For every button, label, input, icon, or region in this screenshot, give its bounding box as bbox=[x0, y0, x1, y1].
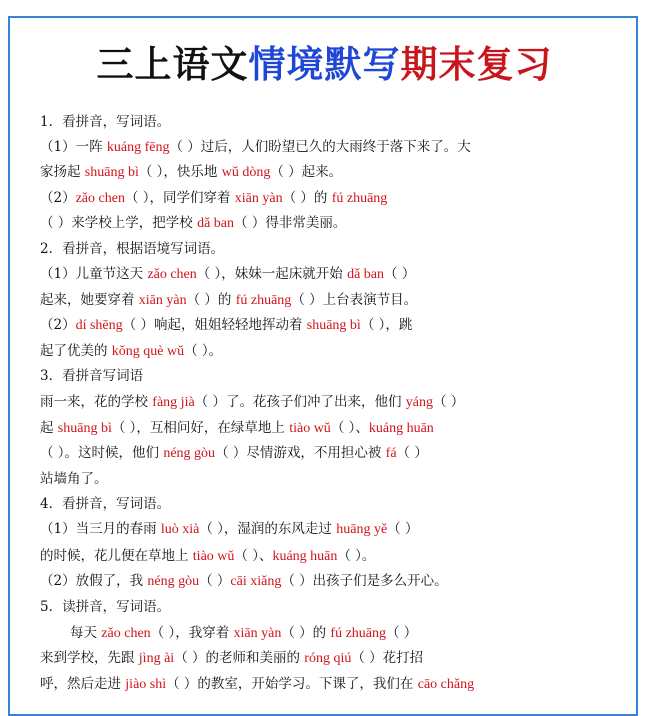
exercise-line-21 bbox=[40, 623, 649, 644]
pinyin-prompt: fàng jià bbox=[152, 395, 195, 410]
line-text: （2） bbox=[40, 190, 76, 206]
pinyin-prompt: xiān yàn bbox=[234, 191, 283, 206]
line-text: （ ）的 bbox=[282, 190, 332, 206]
exercise-line-20 bbox=[40, 597, 620, 617]
pinyin-prompt: shuāng bì bbox=[57, 421, 112, 436]
exercise-line-3 bbox=[40, 162, 620, 183]
line-text: （ ） bbox=[386, 625, 418, 641]
exercise-line-5 bbox=[40, 213, 620, 234]
line-text: （ ）。这时候，他们 bbox=[40, 445, 164, 461]
line-text: 起 bbox=[40, 420, 58, 436]
line-text: 的时候，花儿便在草地上 bbox=[40, 548, 193, 564]
exercise-line-10 bbox=[40, 341, 620, 362]
line-text: 起来，她要穿着 bbox=[40, 292, 139, 308]
line-text: （1）当三月的春雨 bbox=[40, 521, 161, 537]
line-text: （2）放假了，我 bbox=[40, 573, 148, 589]
line-text: 呼，然后走进 bbox=[40, 676, 126, 692]
line-text: （ ）来学校上学，把学校 bbox=[40, 215, 198, 231]
pinyin-prompt: xiān yàn bbox=[138, 293, 187, 308]
line-text: 2．看拼音，根据语境写词语。 bbox=[40, 241, 225, 257]
pinyin-prompt: huāng yě bbox=[336, 522, 388, 537]
pinyin-prompt: fá bbox=[385, 446, 397, 461]
exercise-line-17 bbox=[40, 519, 620, 540]
pinyin-prompt: cāi xiǎng bbox=[230, 574, 282, 589]
pinyin-prompt: kuáng huān bbox=[368, 421, 434, 436]
line-text: （1）儿童节这天 bbox=[40, 266, 148, 282]
pinyin-prompt: luò xià bbox=[160, 522, 200, 537]
pinyin-prompt: wǔ dòng bbox=[221, 165, 271, 180]
line-text: （1）一阵 bbox=[40, 139, 107, 155]
line-text: （ ）的老师和美丽的 bbox=[174, 650, 305, 666]
line-text: （ ） bbox=[432, 394, 465, 410]
line-text: （2） bbox=[40, 317, 76, 333]
pinyin-prompt: cāo chǎng bbox=[417, 677, 475, 692]
line-text: （ ）。 bbox=[337, 548, 376, 564]
line-text: 每天 bbox=[70, 625, 102, 641]
exercise-line-6 bbox=[40, 239, 620, 259]
pinyin-prompt: dǎ ban bbox=[197, 216, 235, 231]
line-text: （ ） bbox=[396, 445, 428, 461]
line-text: （ ） bbox=[384, 266, 416, 282]
exercise-line-2 bbox=[40, 137, 620, 158]
pinyin-prompt: dǎ ban bbox=[347, 267, 385, 282]
line-text: （ ）、 bbox=[330, 420, 369, 436]
line-text: 来到学校，先跟 bbox=[40, 650, 139, 666]
pinyin-prompt: zǎo chen bbox=[101, 626, 151, 641]
pinyin-prompt: jiào shì bbox=[125, 677, 167, 692]
exercise-line-9 bbox=[40, 315, 620, 336]
pinyin-prompt: yáng bbox=[405, 395, 433, 410]
pinyin-prompt: shuāng bì bbox=[84, 165, 139, 180]
line-text: （ ），跳 bbox=[360, 317, 413, 333]
pinyin-prompt: dí shēng bbox=[75, 318, 123, 333]
pinyin-prompt: néng gòu bbox=[163, 446, 216, 461]
line-text: （ ），妹妹一起床就开始 bbox=[196, 266, 348, 282]
line-text: 4．看拼音，写词语。 bbox=[40, 496, 171, 512]
line-text: （ ）的 bbox=[186, 292, 236, 308]
pinyin-prompt: jìng ài bbox=[138, 651, 175, 666]
line-text: （ ），我穿着 bbox=[150, 625, 234, 641]
pinyin-prompt: zǎo chen bbox=[75, 191, 125, 206]
pinyin-prompt: kuáng huān bbox=[272, 549, 338, 564]
line-text: （ ）起来。 bbox=[270, 164, 343, 180]
line-text: （ ） bbox=[387, 521, 419, 537]
line-text: （ ），快乐地 bbox=[138, 164, 222, 180]
exercise-line-13 bbox=[40, 418, 620, 439]
line-text: （ ）花打招 bbox=[351, 650, 424, 666]
pinyin-prompt: tiào wǔ bbox=[192, 549, 235, 564]
exercise-line-1 bbox=[40, 112, 620, 132]
exercise-line-11 bbox=[40, 366, 620, 386]
line-text: （ ）、 bbox=[234, 548, 273, 564]
title-part-final-review: 期末复习 bbox=[400, 43, 553, 86]
exercise-line-12 bbox=[40, 392, 620, 413]
line-text: （ ）了。花孩子们冲了出来，他们 bbox=[194, 394, 406, 410]
line-text: （ ）的教室，开始学习。下课了，我们在 bbox=[166, 676, 418, 692]
pinyin-prompt: shuāng bì bbox=[306, 318, 361, 333]
pinyin-prompt: néng gòu bbox=[147, 574, 200, 589]
line-text: （ ）尽情游戏，不用担心被 bbox=[215, 445, 386, 461]
pinyin-prompt: fú zhuāng bbox=[330, 626, 387, 641]
exercise-line-4 bbox=[40, 188, 620, 209]
title-part-review-grade: 三上语文 bbox=[96, 43, 249, 86]
line-text: （ ）过后，人们盼望已久的大雨终于落下来了。大 bbox=[169, 139, 471, 155]
line-text: （ ）上台表演节目。 bbox=[291, 292, 418, 308]
line-text: 3．看拼音写词语 bbox=[40, 368, 144, 384]
line-text: 起了优美的 bbox=[40, 343, 112, 359]
exercise-line-7 bbox=[40, 264, 620, 285]
line-text: 雨一来，花的学校 bbox=[40, 394, 153, 410]
pinyin-prompt: fú zhuāng bbox=[235, 293, 292, 308]
page-title bbox=[0, 40, 649, 90]
exercise-line-19 bbox=[40, 571, 620, 592]
pinyin-prompt: zǎo chen bbox=[147, 267, 197, 282]
exercise-line-15 bbox=[40, 469, 620, 489]
line-text: （ ）得非常美丽。 bbox=[234, 215, 347, 231]
line-text: （ ）的 bbox=[281, 625, 331, 641]
line-text: （ ），同学们穿着 bbox=[124, 190, 235, 206]
line-text: 站墙角了。 bbox=[40, 471, 108, 487]
line-text: （ ），互相问好，在绿草地上 bbox=[111, 420, 290, 436]
exercise-line-14 bbox=[40, 443, 620, 464]
pinyin-prompt: róng qiú bbox=[304, 651, 352, 666]
title-part-context-dictation: 情境默写 bbox=[248, 43, 401, 86]
line-text: （ ）。 bbox=[184, 343, 223, 359]
line-text: （ ）响起，姐姐轻轻地挥动着 bbox=[122, 317, 307, 333]
pinyin-prompt: tiào wǔ bbox=[289, 421, 331, 436]
line-text: 5．读拼音，写词语。 bbox=[40, 599, 171, 615]
pinyin-prompt: fú zhuāng bbox=[331, 191, 388, 206]
exercise-line-16 bbox=[40, 494, 620, 514]
pinyin-prompt: kǒng què wǔ bbox=[111, 344, 185, 359]
pinyin-prompt: kuáng fēng bbox=[106, 140, 170, 155]
line-text: （ ） bbox=[199, 573, 231, 589]
exercise-line-8 bbox=[40, 290, 620, 311]
line-text: 家扬起 bbox=[40, 164, 85, 180]
exercise-line-22 bbox=[40, 648, 620, 669]
exercise-line-18 bbox=[40, 546, 620, 567]
line-text: 1．看拼音，写词语。 bbox=[40, 114, 171, 130]
line-text: （ ），湿润的东风走过 bbox=[199, 521, 337, 537]
line-text: （ ）出孩子们是多么开心。 bbox=[281, 573, 448, 589]
pinyin-prompt: xiān yàn bbox=[233, 626, 282, 641]
